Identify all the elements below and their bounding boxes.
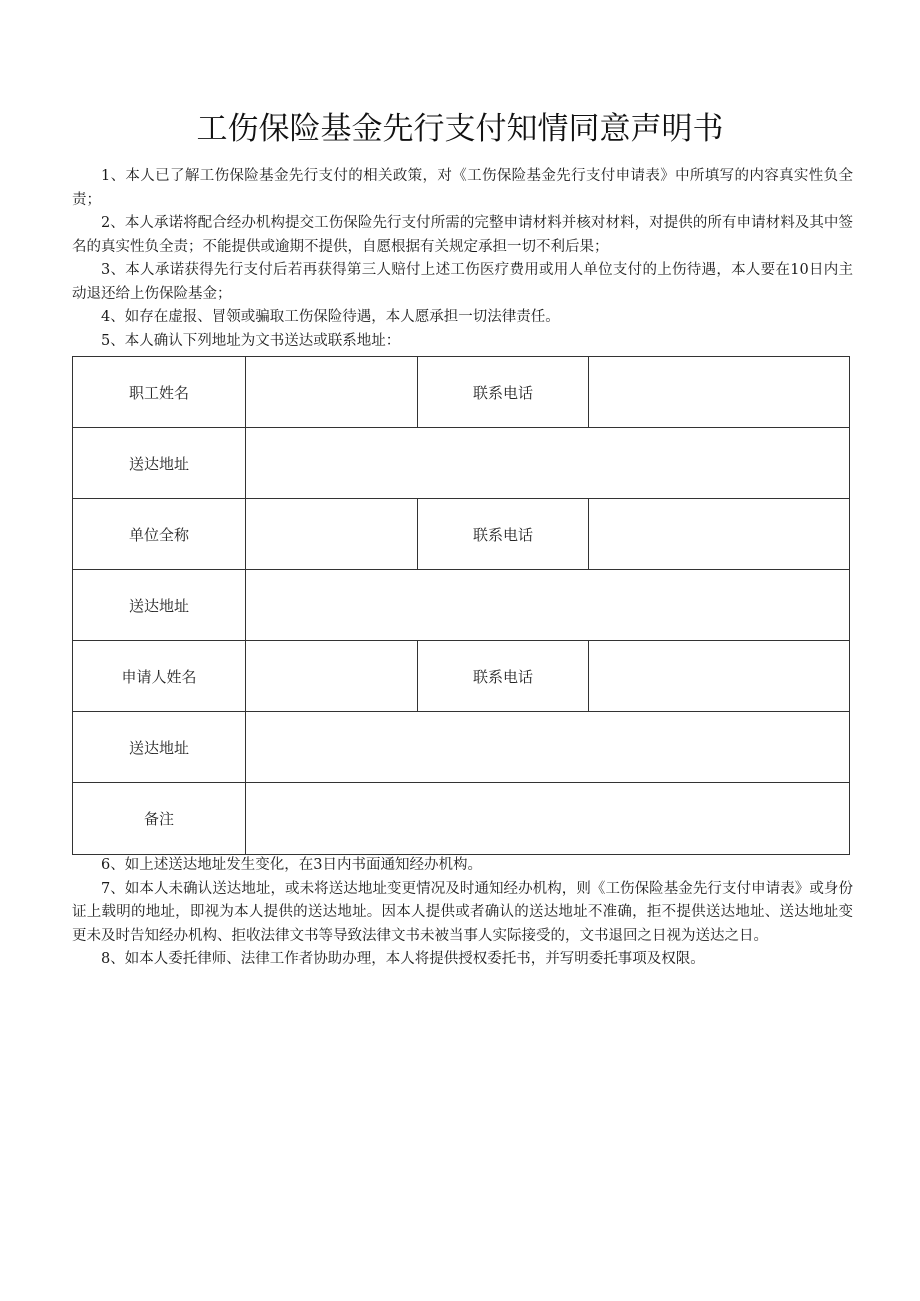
intro-paragraphs (72, 165, 853, 353)
company-row (73, 499, 850, 570)
paragraph-4: 4、如存在虚报、冒领或骗取工伤保险待遇，本人愿承担一切法律责任。 (101, 309, 560, 325)
applicant-row (73, 641, 850, 712)
paragraph-6: 6、如上述送达地址发生变化，在3日内书面通知经办机构。 (101, 857, 482, 873)
paragraph-2: 2、本人承诺将配合经办机构提交工伤保险先行支付所需的完整申请材料并核对材料，对提供的所有申请材料及其中签名的真实性负全责；不能提供或逾期不提供，自愿根据有关规定承担一切不利后果； (72, 215, 853, 255)
paragraph-3: 3、本人承诺获得先行支付后若再获得第三人赔付上述工伤医疗费用或用人单位支付的上伤待遇，本人要在10日内主动退还给上伤保险基金； (72, 262, 853, 302)
employee-name-field[interactable] (246, 357, 418, 428)
applicant-phone-field[interactable] (589, 641, 850, 712)
company-name-label: 单位全称 (73, 499, 246, 570)
address-form-table (72, 356, 850, 855)
paragraph-1: 1、本人已了解工伤保险基金先行支付的相关政策，对《工伤保险基金先行支付申请表》中所填写的内容真实性负全责； (72, 168, 853, 208)
employee-phone-field[interactable] (589, 357, 850, 428)
applicant-address-label: 送达地址 (73, 712, 246, 783)
company-phone-field[interactable] (589, 499, 850, 570)
company-phone-label: 联系电话 (418, 499, 589, 570)
company-address-field[interactable] (246, 570, 850, 641)
employee-address-label: 送达地址 (73, 428, 246, 499)
page-title: 工伤保险基金先行支付知情同意声明书 (196, 111, 724, 147)
applicant-address-field[interactable] (246, 712, 850, 783)
paragraph-7: 7、如本人未确认送达地址，或未将送达地址变更情况及时通知经办机构，则《工伤保险基金先行支付申请表》或身份证上载明的地址，即视为本人提供的送达地址。因本人提供或者确认的送达地址不准确，拒不提供送达地址、送达地址变更未及时告知经办机构、拒收法律文书等导致法律文书未被当事人实际接受的，文书退回之日视为送达之日。 (72, 880, 853, 944)
remarks-field[interactable] (246, 783, 850, 855)
applicant-name-field[interactable] (246, 641, 418, 712)
company-name-field[interactable] (246, 499, 418, 570)
applicant-name-label: 申请人姓名 (73, 641, 246, 712)
applicant-phone-label: 联系电话 (418, 641, 589, 712)
employee-address-row (73, 428, 850, 499)
remarks-row (73, 783, 850, 855)
paragraph-8: 8、如本人委托律师、法律工作者协助办理，本人将提供授权委托书，并写明委托事项及权限。 (101, 951, 705, 967)
company-address-row (73, 570, 850, 641)
employee-row (73, 357, 850, 428)
employee-address-field[interactable] (246, 428, 850, 499)
remarks-label: 备注 (73, 783, 246, 855)
outro-paragraphs (72, 854, 853, 972)
employee-phone-label: 联系电话 (418, 357, 589, 428)
employee-name-label: 职工姓名 (73, 357, 246, 428)
paragraph-5: 5、本人确认下列地址为文书送达或联系地址： (101, 332, 401, 349)
applicant-address-row (73, 712, 850, 783)
company-address-label: 送达地址 (73, 570, 246, 641)
